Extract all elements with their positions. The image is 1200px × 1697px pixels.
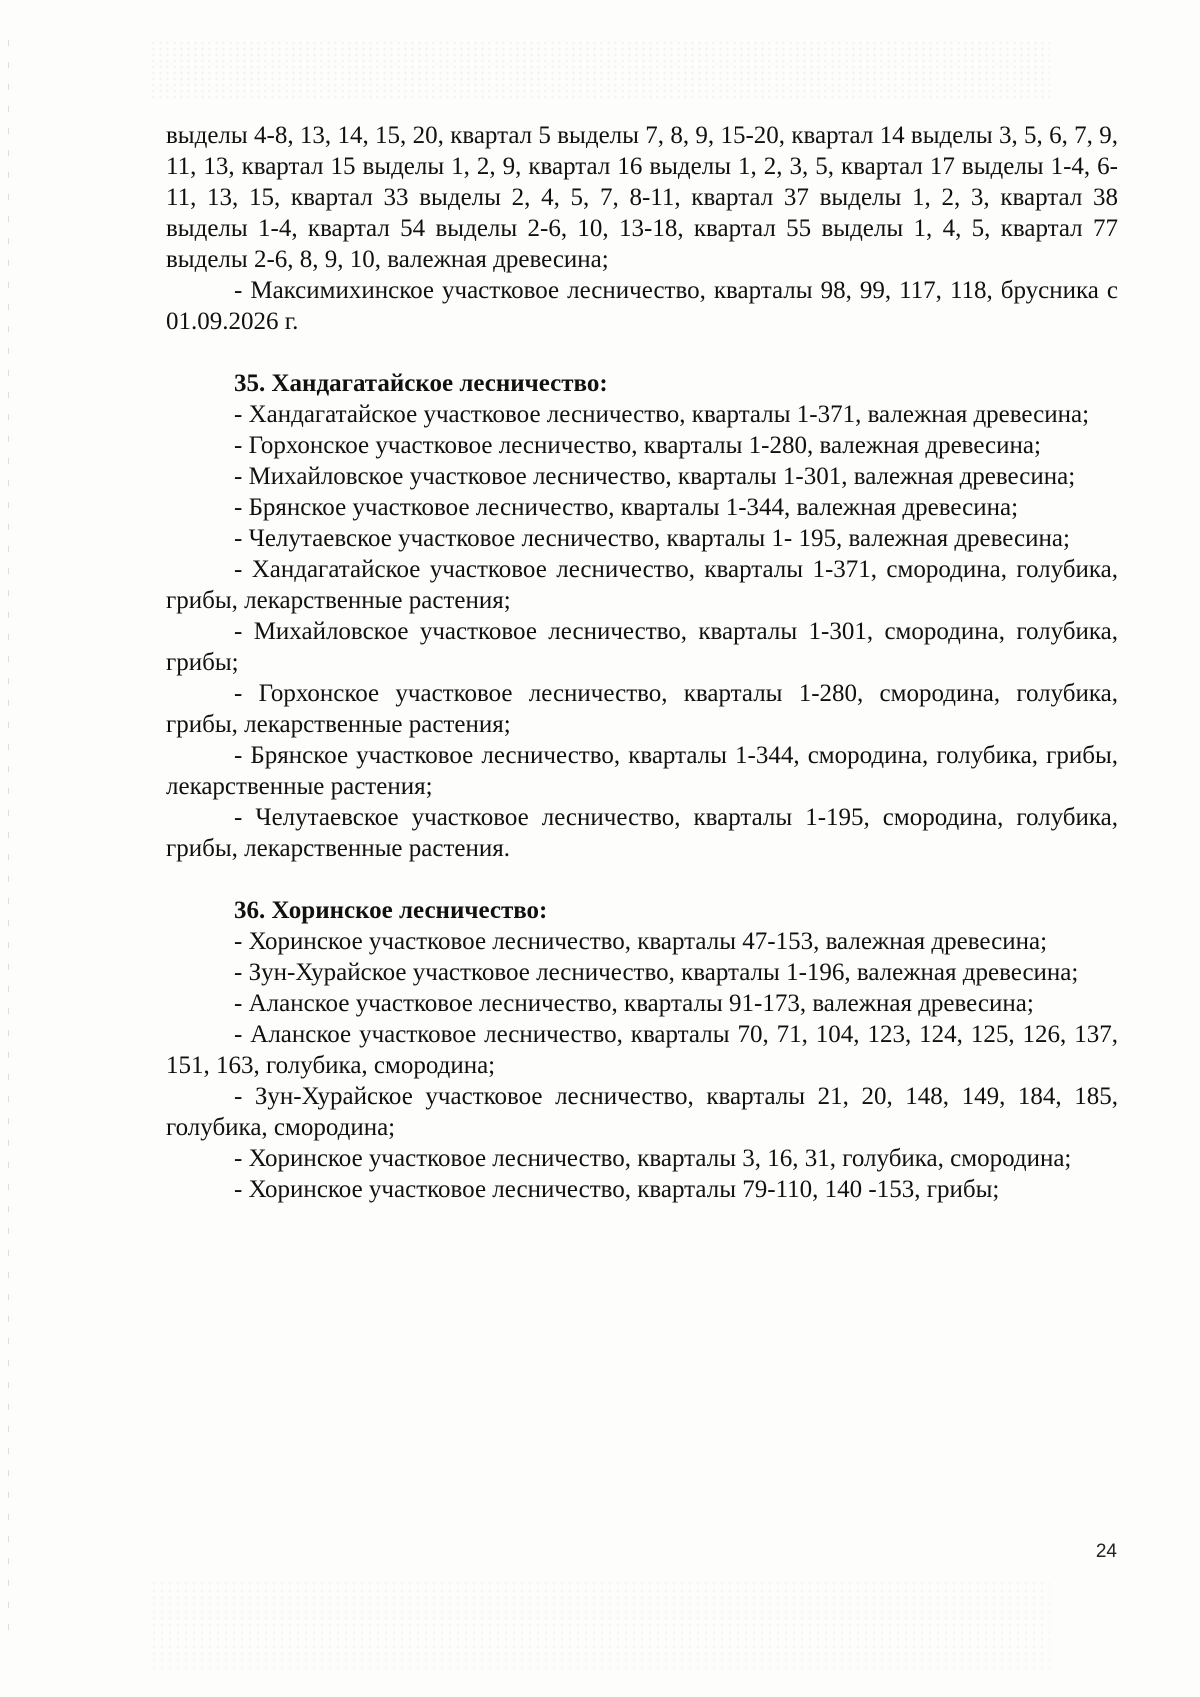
paragraph-continuation: выделы 4-8, 13, 14, 15, 20, квартал 5 выделы 7, 8, 9, 15-20, квартал 14 выделы 3, 5, 6, 7, 9, 11, 13, квартал 15 выделы 1, 2, 9, квартал 16 выделы 1, 2, 3, 5, квартал 17 выделы 1-4, 6-11, 13, 15, квартал 33 выделы 2, 4, 5, 7, 8-11, квартал 37 выделы 1, 2, 3, квартал 38 выделы 1-4, квартал 54 выделы 2-6, 10, 13-18, квартал 55 выделы 1, 4, 5, квартал 77 выделы 2-6, 8, 9, 10, валежная древесина; [166, 122, 1118, 273]
list-item: - Горхонское участковое лесничество, кварталы 1-280, валежная древесина; [234, 432, 1041, 459]
list-item: - Михайловское участковое лесничество, кварталы 1-301, валежная древесина; [234, 463, 1076, 490]
scan-edge-artifact [8, 40, 9, 1640]
document-body [166, 120, 1118, 1205]
list-item: - Брянское участковое лесничество, кварталы 1-344, смородина, голубика, грибы, лекарственные растения; [166, 742, 1118, 800]
list-item: - Хоринское участковое лесничество, кварталы 47-153, валежная древесина; [234, 928, 1048, 955]
list-item: - Хоринское участковое лесничество, кварталы 3, 16, 31, голубика, смородина; [234, 1145, 1072, 1172]
spacer [166, 864, 1118, 895]
list-item: - Аланское участковое лесничество, кварталы 91-173, валежная древесина; [234, 990, 1034, 1017]
scan-noise-bottom [150, 1580, 1050, 1670]
spacer [166, 337, 1118, 368]
list-item: - Челутаевское участковое лесничество, кварталы 1- 195, валежная древесина; [234, 525, 1070, 552]
list-item: - Зун-Хурайское участковое лесничество, кварталы 21, 20, 148, 149, 184, 185, голубика, смородина; [166, 1083, 1118, 1141]
scan-noise-top [150, 40, 1050, 100]
list-item: - Аланское участковое лесничество, кварталы 70, 71, 104, 123, 124, 125, 126, 137, 151, 163, голубика, смородина; [166, 1021, 1118, 1079]
paragraph-maksimikhinskoe: - Максимихинское участковое лесничество, кварталы 98, 99, 117, 118, брусника с 01.09.2026 г. [166, 277, 1118, 335]
list-item: - Хандагатайское участковое лесничество, кварталы 1-371, валежная древесина; [234, 401, 1090, 428]
page-number: 24 [1095, 1541, 1117, 1562]
list-item: - Хоринское участковое лесничество, кварталы 79-110, 140 -153, грибы; [234, 1176, 1000, 1203]
list-item: - Михайловское участковое лесничество, кварталы 1-301, смородина, голубика, грибы; [166, 618, 1118, 676]
section-heading-36: 36. Хоринское лесничество: [234, 897, 548, 924]
list-item: - Брянское участковое лесничество, кварталы 1-344, валежная древесина; [234, 494, 1019, 521]
list-item: - Горхонское участковое лесничество, кварталы 1-280, смородина, голубика, грибы, лекарственные растения; [166, 680, 1118, 738]
list-item: - Челутаевское участковое лесничество, кварталы 1-195, смородина, голубика, грибы, лекарственные растения. [166, 804, 1118, 862]
list-item: - Хандагатайское участковое лесничество, кварталы 1-371, смородина, голубика, грибы, лекарственные растения; [166, 556, 1118, 614]
list-item: - Зун-Хурайское участковое лесничество, кварталы 1-196, валежная древесина; [234, 959, 1079, 986]
section-heading-35: 35. Хандагатайское лесничество: [234, 370, 608, 397]
